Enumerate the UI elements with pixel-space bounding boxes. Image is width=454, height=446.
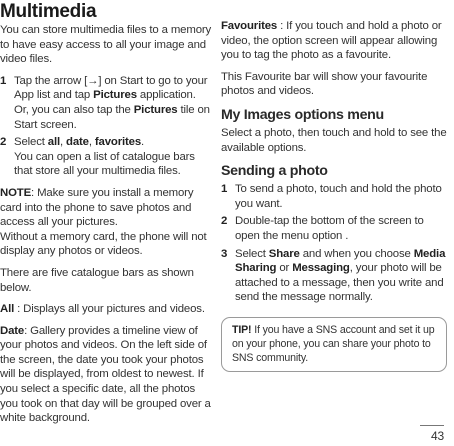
right-column (221, 19, 447, 372)
all-text: : Displays all your pictures and videos. (14, 303, 205, 316)
date-text: : Gallery provides a timeline view of your photos and videos. On the left side of the screen, the date you took your photos will be displayed, from oldest to newest. If you select a specific date, all the photos you took on that day will be grouped over a white background. (0, 324, 211, 425)
step-bold: favorites (94, 136, 142, 149)
favourites-definition (221, 19, 447, 63)
left-column (0, 0, 212, 433)
step-text: , (88, 136, 95, 149)
main-steps-list (0, 74, 212, 179)
step-text: Select (14, 136, 48, 149)
step-bold: Share (268, 247, 300, 260)
step-number: 2 (0, 136, 7, 149)
note-paragraph (0, 186, 212, 259)
date-definition (0, 324, 212, 426)
note-text-2: Without a memory card, the phone will not display any photos or videos. (0, 230, 207, 258)
my-images-heading: My Images options menu (221, 106, 384, 123)
step-text: , (60, 136, 67, 149)
send-step-2 (221, 214, 447, 243)
intro-paragraph: You can store multimedia files to a memory to have easy access to all your image and video files. (0, 24, 212, 66)
page-number: 43 (420, 425, 444, 444)
tip-label: TIP! (232, 323, 252, 336)
step-number: 1 (0, 74, 7, 87)
step-number: 1 (221, 183, 228, 196)
step-text: , your photo will be attached to a message, then you write and send the message normally. (235, 262, 444, 304)
step-bold: all (47, 136, 60, 149)
step-bold: Messaging (292, 262, 350, 275)
date-label: Date (0, 324, 25, 337)
step-1 (0, 74, 212, 132)
page-title: Multimedia (0, 1, 97, 22)
step-text: Tap the arrow [→] on Start to go to your App list and tap (14, 74, 208, 102)
note-text: : Make sure you install a memory card into the phone to save photos and access all your pictures. (0, 186, 194, 229)
step-text: application. Or, you can also tap the (14, 89, 196, 116)
note-label: NOTE (0, 186, 32, 199)
send-step-1 (221, 182, 447, 211)
step-bold: Pictures (93, 89, 137, 102)
step-number: 2 (221, 215, 228, 228)
tip-text: If you have a SNS account and set it up on your phone, you can share your photo to SNS community. (232, 323, 435, 364)
tip-box (221, 317, 447, 372)
sending-heading: Sending a photo (221, 163, 328, 180)
all-definition (0, 302, 212, 317)
send-step-3 (221, 247, 447, 305)
step-number: 3 (221, 247, 228, 260)
step-text: . (141, 136, 145, 149)
step-text: and when you choose (299, 247, 414, 260)
step-text: or (276, 262, 293, 275)
step-text: Double-tap the bottom of the screen to open the menu option . (235, 215, 424, 242)
step-bold: Pictures (133, 103, 178, 116)
step-bold: Media Sharing (235, 247, 446, 275)
step-bold: date (66, 136, 89, 149)
favourites-text: : If you touch and hold a photo or video, the option screen will appear allowing you to tag the photo as a favourite. (221, 20, 442, 62)
step-text: To send a photo, touch and hold the photo you want. (235, 183, 442, 210)
step-2 (0, 135, 212, 179)
favourites-bar-text: This Favourite bar will show your favourite photos and videos. (221, 70, 428, 98)
my-images-text: Select a photo, then touch and hold to see the available options. (221, 126, 447, 154)
step-text: tile on Start screen. (14, 103, 210, 131)
send-steps-list (221, 182, 447, 305)
step-extra-text: You can open a list of catalogue bars that store all your multimedia files. (14, 150, 195, 178)
catalogue-intro: There are five catalogue bars as shown below. (0, 266, 194, 294)
all-label: All (0, 303, 15, 316)
step-text: Select (235, 247, 269, 260)
favourites-label: Favourites (221, 20, 278, 32)
